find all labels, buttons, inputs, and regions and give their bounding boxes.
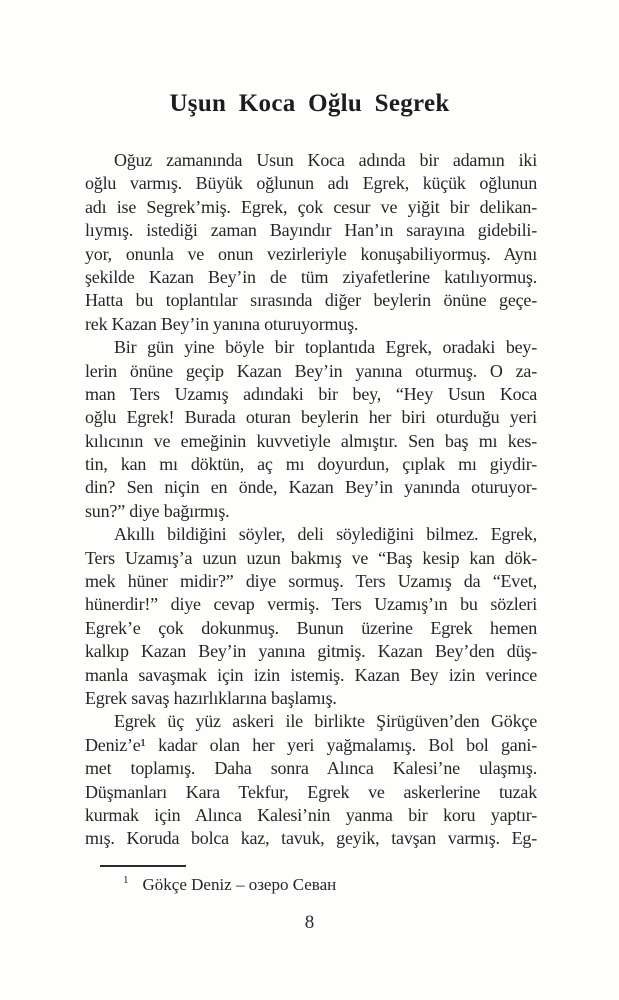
text-line: Egrek’e çok dokunmuş. Bunun üzerine Egrek hemen [85, 617, 537, 638]
text-line: Düşmanları Kara Tekfur, Egrek ve askerlerine tuzak [85, 781, 537, 802]
text-line: Akıllı bildiğini söyler, deli söylediğini bilmez. Egrek, [114, 524, 537, 545]
text-line: yor, onunla ve onun vezirleriyle konuşabiliyormuş. Aynı [85, 243, 537, 264]
text-line: din? Sen niçin en önde, Kazan Bey’in yanında oturuyor- [85, 477, 537, 498]
text-line: tin, kan mı döktün, aç mı doyurdun, çıplak mı giydir- [85, 454, 537, 475]
footnote-marker: 1 [123, 874, 129, 887]
text-line: rek Kazan Bey’in yanına oturuyormuş. [85, 313, 359, 334]
text-line: sun?” diye bağırmış. [85, 500, 230, 521]
paragraph [85, 336, 537, 523]
text-line: Egrek savaş hazırlıklarına başlamış. [85, 687, 337, 708]
text-line: kılıcının ve emeğinin kuvvetiyle almıştır. Sen baş mı kes- [85, 430, 537, 451]
paragraph [85, 523, 537, 710]
text-line: adı ise Segrek’miş. Egrek, çok cesur ve yiğit bir delikan- [85, 196, 537, 217]
text-line: mek hüner midir?” diye sormuş. Ters Uzamış da “Evet, [85, 571, 537, 592]
text-line: oğlu Egrek! Burada oturan beylerin her biri oturduğu yeri [85, 407, 537, 428]
text-line: mış. Koruda bolca kaz, tavuk, geyik, tavşan varmış. Eg- [85, 828, 537, 849]
chapter-title: Uşun Koca Oğlu Segrek [169, 90, 450, 117]
text-line: man Ters Uzamış adındaki bir bey, “Hey Usun Koca [85, 383, 537, 404]
text-line: Oğuz zamanında Usun Koca adında bir adamın iki [114, 150, 537, 170]
text-line: hünerdir!” diye cevap vermiş. Ters Uzamış’ın bu sözleri [85, 594, 537, 615]
footnote-text: Gökçe Deniz – озеро Севан [142, 875, 337, 894]
text-line: manla savaşmak için izin istemiş. Kazan Bey izin verince [85, 664, 537, 685]
text-line: Deniz’e¹ kadar olan her yeri yağmalamış. Bol bol gani- [85, 734, 537, 755]
footnote [85, 874, 537, 896]
text-line: Ters Uzamış’a uzun uzun bakmış ve “Baş kesip kan dök- [85, 547, 537, 568]
paragraph [85, 710, 537, 850]
text-line: lerin önüne geçip Kazan Bey’in yanına oturmuş. O za- [85, 360, 537, 381]
text-line: oğlu varmış. Büyük oğlunun adı Egrek, küçük oğlunun [85, 173, 537, 194]
text-line: met toplamış. Daha sonra Alınca Kalesi’ne ulaşmış. [85, 758, 537, 779]
text-line: Bir gün yine böyle bir toplantıda Egrek, oradaki bey- [114, 337, 537, 358]
page-body [85, 149, 537, 851]
text-line: şekilde Kazan Bey’in de tüm ziyafetlerine katılıyormuş. [85, 266, 537, 287]
text-line: Egrek üç yüz askeri ile birlikte Şirügüven’den Gökçe [114, 711, 537, 732]
text-line: kalkıp Kazan Bey’in yanına gitmiş. Kazan Bey’den düş- [85, 641, 537, 662]
text-line: Hatta bu toplantılar sırasında diğer beylerin önüne geçe- [85, 290, 537, 311]
text-line: lıymış. istediği zaman Bayındır Han’ın sarayına gidebili- [85, 220, 537, 241]
paragraph [85, 149, 537, 336]
page-number: 8 [304, 912, 315, 933]
text-line: kurmak için Alınca Kalesi’nin yanma bir koru yaptır- [85, 804, 537, 825]
footnote-divider [100, 865, 186, 867]
